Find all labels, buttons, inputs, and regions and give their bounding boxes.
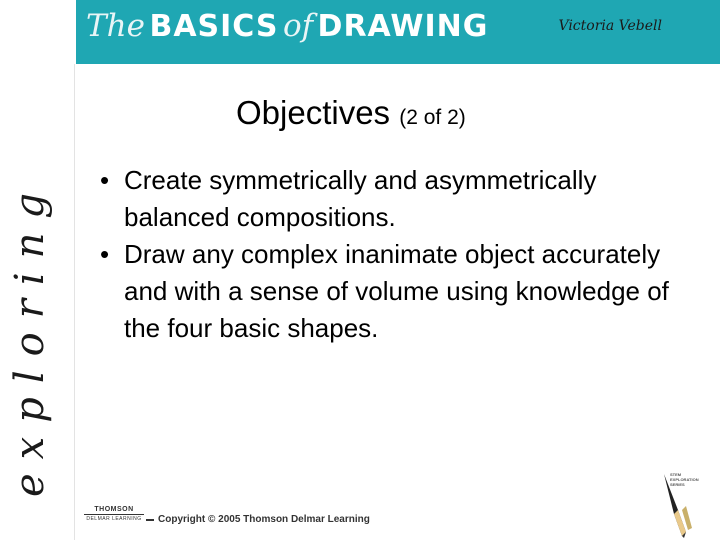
- logo-top-text: THOMSON: [94, 506, 134, 513]
- logo-rule: [84, 514, 144, 515]
- slide-title-main: Objectives: [236, 94, 391, 131]
- copyright-text: Copyright © 2005 Thomson Delmar Learning: [158, 514, 370, 525]
- header-banner: [76, 0, 720, 64]
- publisher-logo: [84, 506, 144, 530]
- side-panel: [0, 64, 76, 540]
- bullet-list: [100, 162, 690, 347]
- bullet-marker: •: [100, 239, 110, 269]
- pencil-emblem-icon: [652, 466, 712, 538]
- emblem-line: EXPLORATION: [670, 477, 699, 482]
- bullet-text: Draw any complex inanimate object accurately and with a sense of volume using knowledge of the four basic shapes.: [124, 239, 669, 343]
- emblem-caption: [670, 472, 699, 487]
- side-divider: [74, 64, 75, 540]
- bullet-marker: •: [100, 165, 110, 195]
- slide-title-subtitle: (2 of 2): [399, 106, 466, 129]
- bullet-item: [100, 236, 690, 347]
- side-label-exploring: exploring: [7, 179, 53, 497]
- bullet-item: [100, 162, 690, 236]
- logo-bottom-text: DELMAR LEARNING: [86, 516, 142, 522]
- bullet-text: Create symmetrically and asymmetrically balanced compositions.: [124, 165, 597, 232]
- footer-rule: [146, 519, 154, 521]
- author-name: Victoria Vebell: [558, 18, 662, 34]
- emblem-line: SERIES: [670, 482, 685, 487]
- title-the: The: [86, 8, 145, 44]
- book-title: [86, 8, 488, 56]
- emblem-line: STEM: [670, 472, 682, 477]
- slide-title: [236, 94, 466, 132]
- title-basics: BASICS: [149, 9, 279, 44]
- title-drawing: DRAWING: [317, 9, 489, 44]
- title-of: of: [282, 8, 314, 44]
